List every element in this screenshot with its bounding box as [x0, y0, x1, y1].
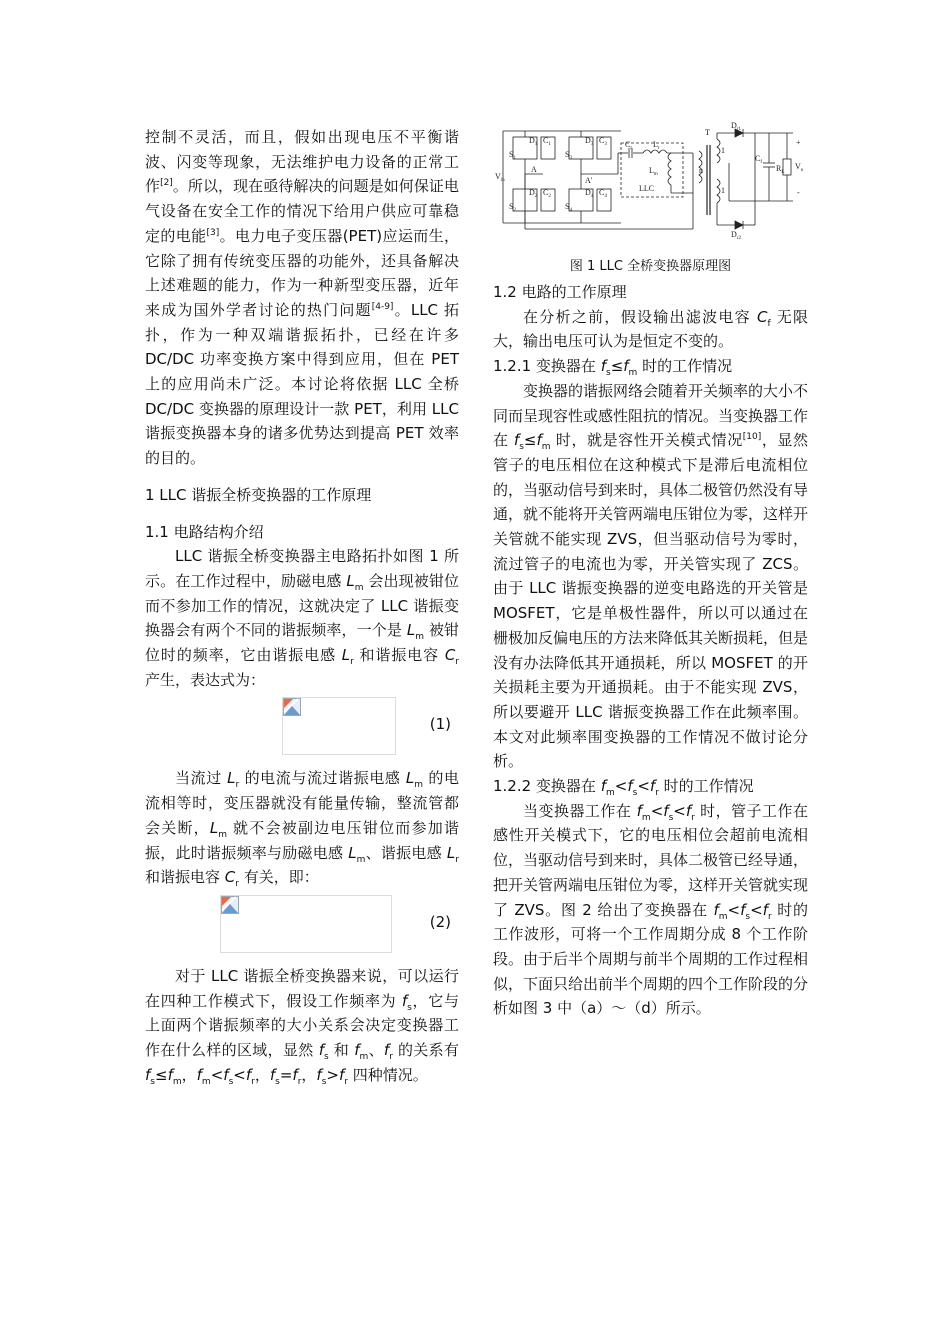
paragraph-circuit-structure: LLC 谐振全桥变换器主电路拓扑如图 1 所示。在工作过程中，励磁电感 $L_m$ 会出现被钳位而不参加工作的情况，这就决定了 LLC 谐振变换器会有两个不同的谐振频率，一个是 $L_m$ 被钳位时的频率，它由谐振电感 $L_r$ 和谐振电容 $C_r$ 产生，表达式为：	[145, 547, 459, 689]
figure-1-caption: 图 1 LLC 全桥变换器原理图	[569, 259, 732, 274]
svg-text:D4: $D_4$	[585, 188, 594, 199]
svg-text:C3: $C_3$	[599, 136, 607, 147]
equation-1	[145, 694, 459, 758]
svg-text:LLC: LLC	[639, 184, 655, 193]
svg-text:-: -	[797, 188, 800, 197]
broken-image-icon	[221, 896, 239, 914]
svg-text:D2: $D_2$	[529, 188, 538, 199]
llc-full-bridge-schematic	[493, 121, 811, 241]
svg-text:Vin: $V_{in}$	[495, 172, 505, 183]
paragraph-resonance-condition: 当流过 $L_r$ 的电流与流过谐振电感 $L_m$ 的电流相等时，变压器就没有能量传输，整流管都会关断，$L_m$ 就不会被副边电压钳位而参加谐振，此时谐振频率与励磁电感 $L_m$、谐振电感 $L_r$ 和谐振电容 $C_r$ 有关，即：	[145, 769, 459, 890]
svg-text:1: 1	[721, 146, 725, 155]
svg-text:Lm: $L_m$	[649, 166, 658, 177]
paragraph-intro-continued: 控制不灵活，而且，假如出现电压不平衡谐波、闪变等现象，无法维护电力设备的正常工作[2]。所以，现在亟待解决的问题是如何保证电气设备在安全工作的情况下给用户供应可靠稳定的电能[3]。电力电子变压器(PET)应运而生，它除了拥有传统变压器的功能外，还具备解决上述难题的能力，作为一种新型变压器，近年来成为国外学者讨论的热门问题[4-9]。LLC 拓扑，作为一种双端谐振拓扑，已经在许多 DC/DC 功率变换方案中得到应用，但在 PET 上的应用尚未广泛。本讨论将依据 LLC 全桥 DC/DC 变换器的原理设计一款 PET，利用 LLC 谐振变换器本身的诸多优势达到提高 PET 效率的目的。	[145, 128, 459, 468]
svg-text:C1: $C_1$	[543, 136, 551, 147]
section-heading-1-2-1: 1.2.1 变换器在 $f_s\le f_m$ 时的工作情况	[493, 357, 733, 379]
svg-text:A: A	[531, 165, 537, 174]
svg-text:+: +	[796, 138, 801, 147]
equation-1-number: (1)	[429, 715, 451, 734]
section-heading-1-1: 1.1 电路结构介绍	[145, 522, 264, 541]
svg-text:1: 1	[721, 186, 725, 195]
svg-text:S2: $S_2$	[509, 202, 516, 213]
svg-text:D1: $D_1$	[529, 136, 538, 147]
equation-2-image	[220, 895, 392, 953]
svg-text:S1: $S_1$	[509, 150, 516, 161]
equation-2-number: (2)	[429, 912, 451, 931]
svg-text:RL: $R_L$	[776, 164, 785, 175]
svg-text:A': A'	[585, 176, 593, 185]
svg-text:T: T	[705, 128, 710, 137]
svg-text:S4: $S_4$	[565, 202, 572, 213]
svg-text:Lr: $L_r$	[653, 140, 660, 151]
svg-text:S3: $S_3$	[565, 150, 572, 161]
svg-text:Vo: $V_o$	[795, 162, 804, 173]
right-column	[493, 280, 808, 1021]
svg-text:Cf: $C_f$	[755, 154, 763, 165]
equation-1-image	[282, 697, 396, 755]
section-heading-1-2-2: 1.2.2 变换器在 $f_m<f_s<f_r$ 时的工作情况	[493, 777, 754, 799]
svg-text:Dr1: $D_{r1}$	[731, 121, 741, 132]
equation-2	[145, 892, 459, 956]
svg-text:C4: $C_4$	[599, 188, 607, 199]
paragraph-assumption: 在分析之前，假设输出滤波电容 $C_f$ 无限大，输出电压可认为是恒定不变的。	[493, 307, 808, 351]
left-column	[145, 125, 459, 1088]
paragraph-capacitive-mode: 变换器的谐振网络会随着开关频率的大小不同而呈现容性或感性阻抗的情况。当变换器工作在 $f_s\le f_m$ 时，就是容性开关模式情况[10]，显然管子的电压相位在这种模式下是滞后电流相位的，当驱动信号到来时，具体二极管仍然没有导通，就不能将开关管两端电压钳位为零，这样开关管就不能实现 ZVS，但当驱动信号为零时，流过管子的电流也为零，开关管实现了 ZCS。由于 LLC 谐振变换器的逆变电路选的开关管是 MOSFET，它是单极性器件，所以可以通过在栅极加反偏电压的方法来降低其关断损耗，但是没有办法降低其开通损耗，所以 MOSFET 的开关损耗主要为开通损耗。由于不能实现 ZVS，所以要避开 LLC 谐振变换器工作在此频率围。本文对此频率围变换器的工作情况不做讨论分析。	[493, 381, 809, 771]
svg-text:D3: $D_3$	[585, 136, 594, 147]
svg-text:n: n	[699, 166, 703, 175]
paragraph-inductive-mode: 当变换器工作在 $f_m<f_s<f_r$ 时，管子工作在感性开关模式下，它的电压相位会超前电流相位，当驱动信号到来时，具体二极管已经导通，把开关管两端电压钳位为零，这样开关管就实现了 ZVS。图 2 给出了变换器在 $f_m<f_s<f_r$ 时的工作波形，可将一个工作周期分成 8 个工作阶段。由于后半个周期与前半个周期的工作过程相似，下面只给出前半个周期的四个工作阶段的分析如图 3 中（a）～（d）所示。	[493, 801, 809, 1018]
section-heading-1: 1 LLC 谐振全桥变换器的工作原理	[145, 485, 372, 504]
broken-image-icon	[283, 698, 301, 716]
svg-text:Dr2: $D_{r2}$	[731, 230, 741, 241]
paragraph-operating-modes: 对于 LLC 谐振全桥变换器来说，可以运行在四种工作模式下，假设工作频率为 $f_s$，它与上面两个谐振频率的大小关系会决定变换器工作在什么样的区域，显然 $f_s$ 和 $f_m$、$f_r$ 的关系有 $f_s\le f_m$，$f_m<f_s<f_r$，$f_s=f_r$，$f_s>f_r$ 四种情况。	[145, 966, 459, 1087]
svg-text:Cr: $C_r$	[625, 140, 633, 151]
section-heading-1-2: 1.2 电路的工作原理	[493, 283, 627, 301]
svg-text:C2: $C_2$	[543, 188, 551, 199]
